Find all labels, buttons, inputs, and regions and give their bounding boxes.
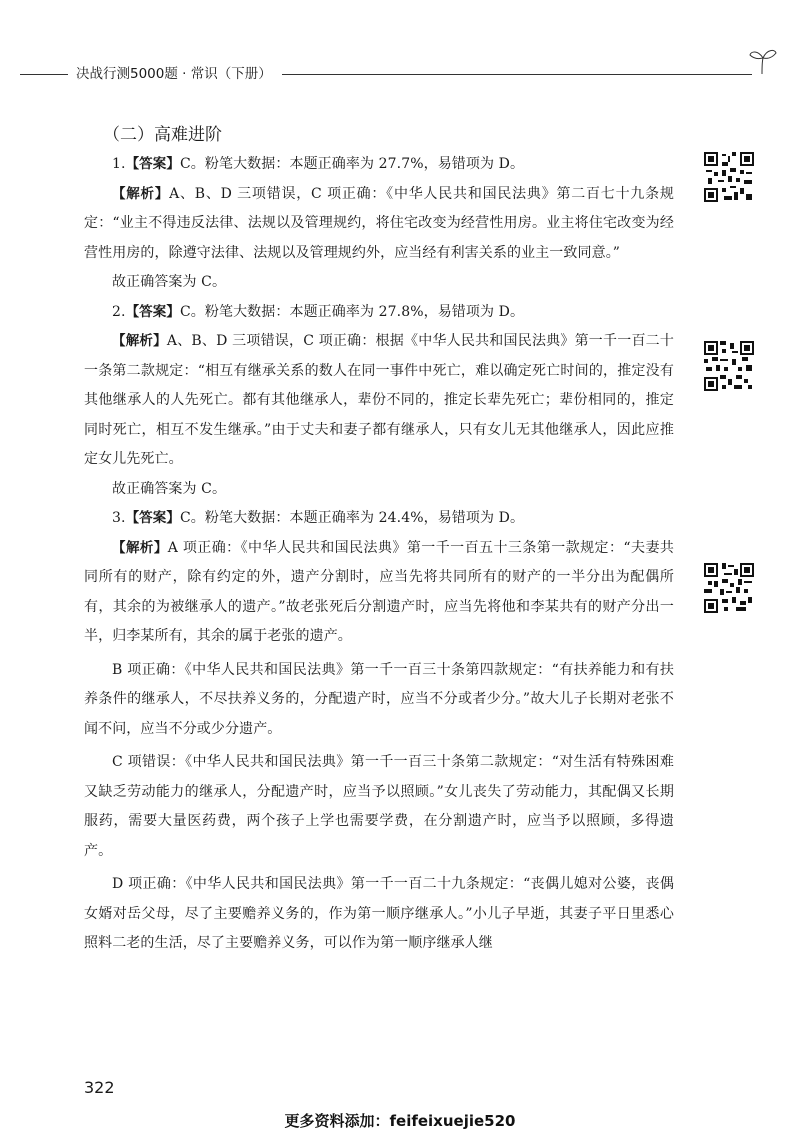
conclusion: 故正确答案为 C。 [112,274,227,290]
running-header [20,58,760,88]
answer-text: C。粉笔大数据：本题正确率为 27.8%，易错项为 D。 [179,303,525,320]
analysis-paragraph [84,180,674,269]
answer-label: 【答案】 [125,303,180,320]
analysis-paragraph [84,327,674,475]
sprout-icon [748,46,778,76]
footer-note: 更多资料添加：feifeixuejie520 [284,1112,516,1130]
header-rule-left [20,74,68,75]
analysis-paragraph: B 项正确：《中华人民共和国民法典》第一千一百三十条第四款规定：“有扶养能力和有扶养条件的继承人，不尽扶养义务的，分配遗产时，应当不分或者少分。”故大儿子长期对老张不闻不问，应当不分或少分遗产。 [84,661,674,737]
analysis-paragraph: C 项错误：《中华人民共和国民法典》第一千一百三十条第二款规定：“对生活有特殊困难又缺乏劳动能力的继承人，分配遗产时，应当予以照顾。”女儿丧失了劳动能力，其配偶又长期服药，需要大量医药费，两个孩子上学也需要学费，在分割遗产时，应当予以照顾，多得遗产。 [84,754,674,859]
answer-line [84,298,674,328]
answer-analysis-content [84,150,674,959]
analysis-text: A 项正确：《中华人民共和国民法典》第一千一百五十三条第一款规定：“夫妻共同所有的财产，除有约定的外，遗产分割时，应当先将共同所有的财产的一半分出为配偶所有，其余的为被继承人的遗产。”故老张死后分割遗产时，应当先将他和李某共有的财产分出一半，归李某所有，其余的属于老张的遗产。 [84,539,675,644]
analysis-text: A、B、D 三项错误，C 项正确：根据《中华人民共和国民法典》第一千一百二十一条第二款规定：“相互有继承关系的数人在同一事件中死亡，难以确定死亡时间的，推定没有其他继承人的人先死亡。都有其他继承人，辈份不同的，推定长辈先死亡；辈份相同的，推定同时死亡，相互不发生继承。”由于丈夫和妻子都有继承人，只有女儿无其他继承人，因此应推定女儿先死亡。 [84,333,674,467]
answer-label: 【答案】 [125,156,180,172]
analysis-label: 【解析】 [112,539,168,556]
answer-text: C。粉笔大数据：本题正确率为 27.7%，易错项为 D。 [179,156,525,172]
analysis-label: 【解析】 [112,185,170,202]
header-rule-right [282,74,752,75]
answer-text: C。粉笔大数据：本题正确率为 24.4%，易错项为 D。 [179,510,525,526]
answer-line [84,504,674,534]
qr-code-icon[interactable] [704,341,754,391]
question-number: 1. [112,156,126,172]
analysis-label: 【解析】 [112,333,167,349]
analysis-text: A、B、D 三项错误，C 项正确：《中华人民共和国民法典》第二百七十九条规定：“业主不得违反法律、法规以及管理规约，将住宅改变为经营性用房。业主将住宅改变为经营性用房的，除遵守法律、法规以及管理规约外，应当经有利害关系的业主一致同意。” [84,185,674,261]
book-title: 决战行测5000题 · 常识（下册） [76,66,272,82]
answer-line [84,150,674,180]
qr-code-icon[interactable] [704,563,754,613]
section-title: （二）高难进阶 [103,125,222,145]
question-number: 2. [112,303,126,320]
conclusion: 故正确答案为 C。 [112,480,227,497]
page-number: 322 [84,1078,115,1097]
analysis-paragraph: D 项正确：《中华人民共和国民法典》第一千一百二十九条规定：“丧偶儿媳对公婆，丧偶女婿对岳父母，尽了主要赡养义务的，作为第一顺序继承人。”小儿子早逝，其妻子平日里悉心照料二老的生活，尽了主要赡养义务，可以作为第一顺序继承人继 [84,876,674,951]
analysis-paragraph [84,534,674,652]
answer-label: 【答案】 [125,510,180,526]
question-number: 3. [112,510,126,526]
qr-code-icon[interactable] [704,152,754,202]
